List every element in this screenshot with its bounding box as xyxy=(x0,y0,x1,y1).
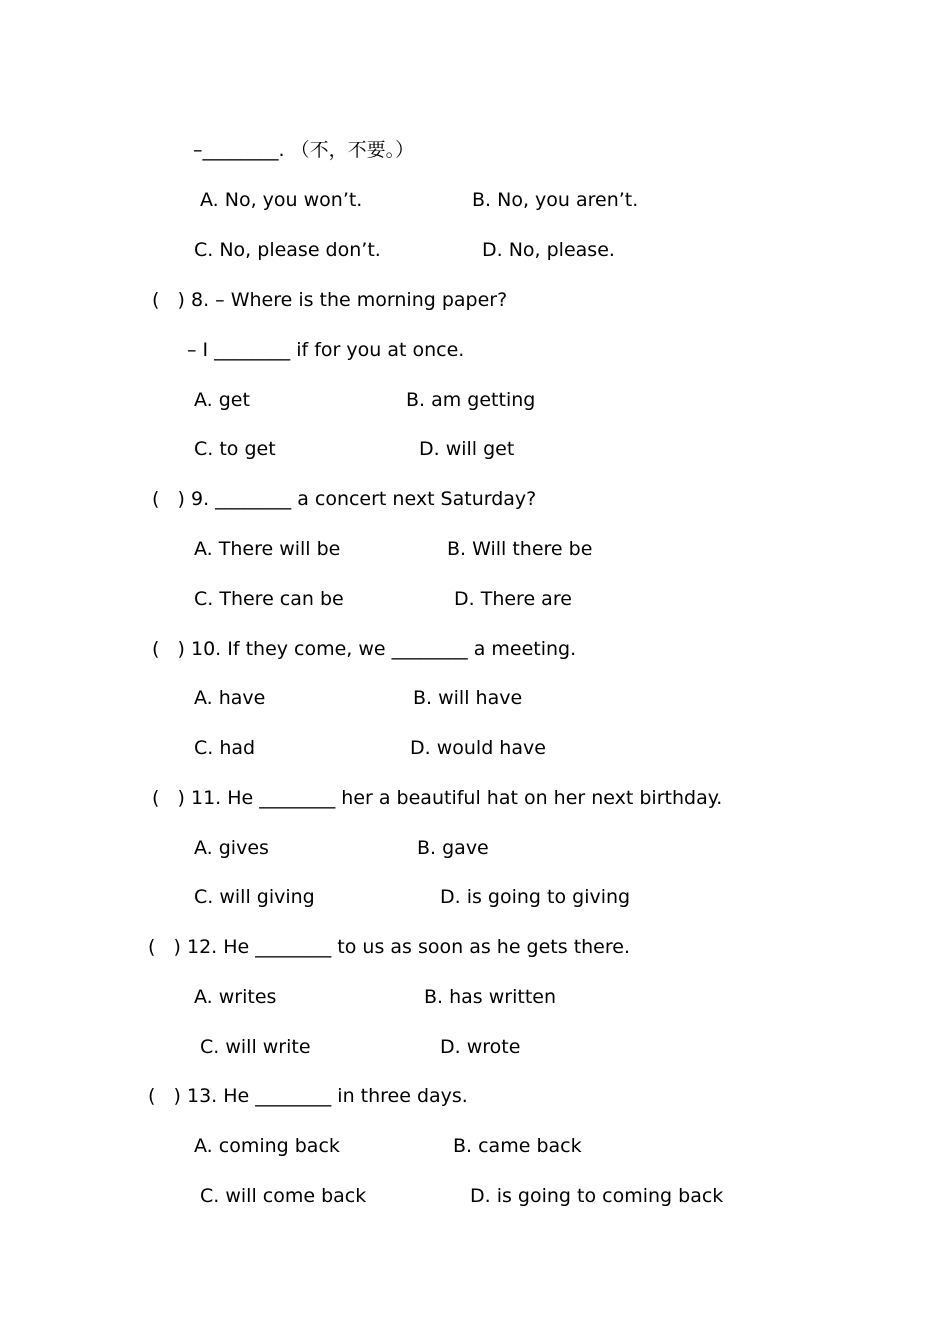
q11-stem: ( ) 11. He ________ her a beautiful hat on her next birthday. xyxy=(152,787,723,809)
q12-option-c: C. will write xyxy=(200,1036,311,1058)
q10-stem: ( ) 10. If they come, we ________ a meeting. xyxy=(152,638,577,660)
q8-option-b: B. am getting xyxy=(406,389,536,411)
q10-option-a: A. have xyxy=(194,687,266,709)
q10-option-b: B. will have xyxy=(413,687,523,709)
q7-option-d: D. No, please. xyxy=(482,239,615,261)
q11-option-a: A. gives xyxy=(194,837,269,859)
q11-option-b: B. gave xyxy=(417,837,489,859)
q7-answer-line: –________. （不，不要。） xyxy=(193,139,415,161)
q9-option-a: A. There will be xyxy=(194,538,341,560)
q12-option-b: B. has written xyxy=(424,986,556,1008)
q8-option-a: A. get xyxy=(194,389,250,411)
q12-stem: ( ) 12. He ________ to us as soon as he gets there. xyxy=(148,936,630,958)
q13-stem: ( ) 13. He ________ in three days. xyxy=(148,1085,468,1107)
q12-option-a: A. writes xyxy=(194,986,277,1008)
q8-reply: – I ________ if for you at once. xyxy=(187,339,465,361)
q9-option-c: C. There can be xyxy=(194,588,344,610)
q8-option-c: C. to get xyxy=(194,438,276,460)
q13-option-c: C. will come back xyxy=(200,1185,367,1207)
q9-stem: ( ) 9. ________ a concert next Saturday? xyxy=(152,488,537,510)
q13-option-b: B. came back xyxy=(453,1135,582,1157)
q7-option-a: A. No, you won’t. xyxy=(200,189,363,211)
q11-option-c: C. will giving xyxy=(194,886,315,908)
q10-option-c: C. had xyxy=(194,737,256,759)
q9-option-d: D. There are xyxy=(454,588,572,610)
q12-option-d: D. wrote xyxy=(440,1036,521,1058)
q9-option-b: B. Will there be xyxy=(447,538,593,560)
q8-stem: ( ) 8. – Where is the morning paper? xyxy=(152,289,508,311)
q8-option-d: D. will get xyxy=(419,438,515,460)
q10-option-d: D. would have xyxy=(410,737,546,759)
q11-option-d: D. is going to giving xyxy=(440,886,631,908)
q13-option-d: D. is going to coming back xyxy=(470,1185,724,1207)
q13-option-a: A. coming back xyxy=(194,1135,340,1157)
q7-option-c: C. No, please don’t. xyxy=(194,239,381,261)
q7-option-b: B. No, you aren’t. xyxy=(472,189,639,211)
